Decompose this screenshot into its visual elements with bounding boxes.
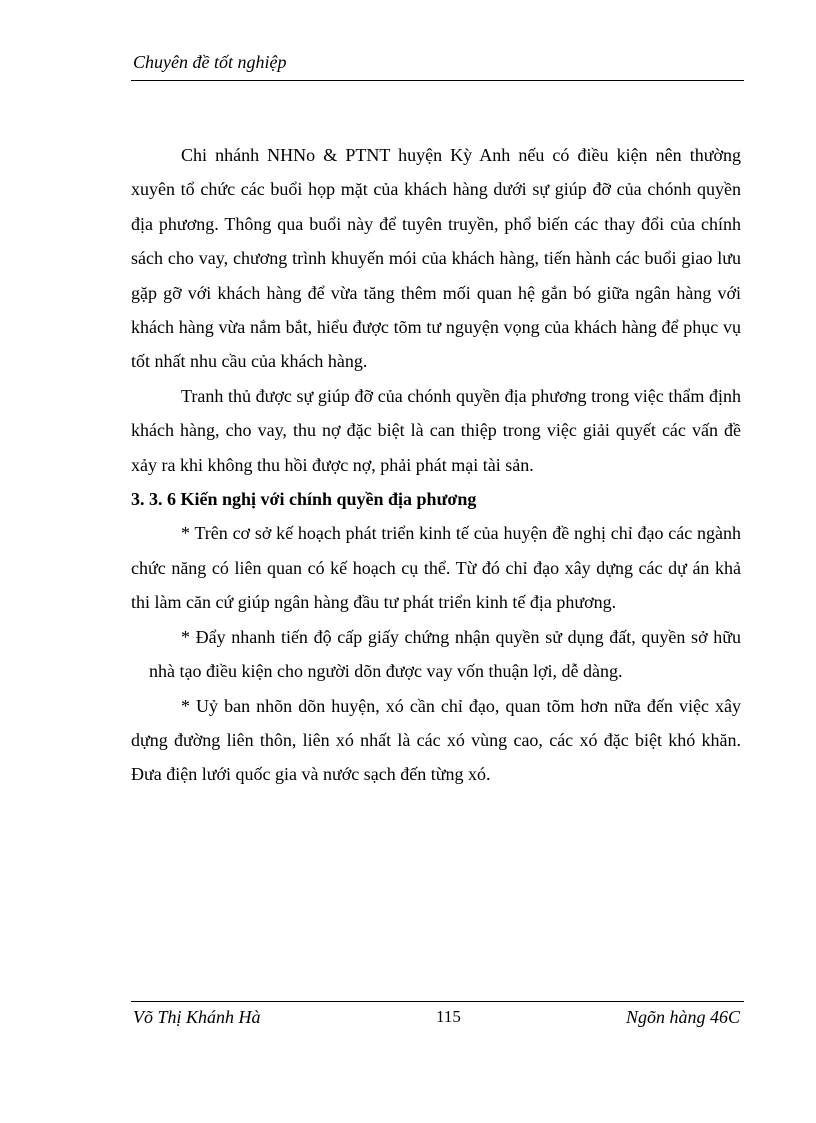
page-number: 115 — [436, 1007, 461, 1026]
header-divider — [131, 80, 744, 81]
footer-class-name: Ngõn hàng 46C — [625, 1007, 740, 1027]
paragraph-customer-meetings: Chi nhánh NHNo & PTNT huyện Kỳ Anh nếu có điều kiện nên thường xuyên tổ chức các buổi họp mặt của khách hàng dưới sự giúp đỡ của chónh quyền địa phương. Thông qua buổi này để tuyên truyền, phổ biến các thay đổi của chính sách cho vay, chương trình khuyến mói của khách hàng, tiến hành các buổi giao lưu gặp gỡ với khách hàng để vừa tăng thêm mối quan hệ gắn bó giữa ngân hàng với khách hàng vừa nắm bắt, hiểu được tõm tư nguyện vọng của khách hàng để phục vụ tốt nhất nhu cầu của khách hàng. — [131, 145, 741, 372]
recommendation-item: * Uỷ ban nhõn dõn huyện, xó cần chỉ đạo, quan tõm hơn nữa đến việc xây dựng đường liên thôn, liên xó nhất là các xó vùng cao, các xó đặc biệt khó khăn. Đưa điện lưới quốc gia và nước sạch đến từng xó. — [131, 695, 741, 785]
paragraph-local-government-support: Tranh thủ được sự giúp đỡ của chónh quyền địa phương trong việc thẩm định khách hàng, cho vay, thu nợ đặc biệt là can thiệp trong việc giải quyết các vấn đề xảy ra khi không thu hồi được nợ, phải phát mại tài sản. — [131, 385, 741, 475]
recommendation-item: * Đẩy nhanh tiến độ cấp giấy chứng nhận quyền sử dụng đất, quyền sở hữu nhà tạo điều kiện cho người dõn được vay vốn thuận lợi, dễ dàng. — [149, 626, 741, 682]
document-header-title: Chuyên đề tốt nghiệp — [133, 52, 287, 72]
recommendation-item: * Trên cơ sở kế hoạch phát triển kinh tế của huyện đề nghị chỉ đạo các ngành chức năng có liên quan có kế hoạch cụ thể. Từ đó chỉ đạo xây dựng các dự án khả thi làm căn cứ giúp ngân hàng đầu tư phát triển kinh tế địa phương. — [131, 523, 741, 613]
section-heading: 3. 3. 6 Kiến nghị với chính quyền địa phương — [131, 489, 477, 510]
footer-divider — [131, 1001, 744, 1002]
footer-author: Võ Thị Khánh Hà — [133, 1007, 261, 1027]
document-body — [131, 138, 741, 792]
